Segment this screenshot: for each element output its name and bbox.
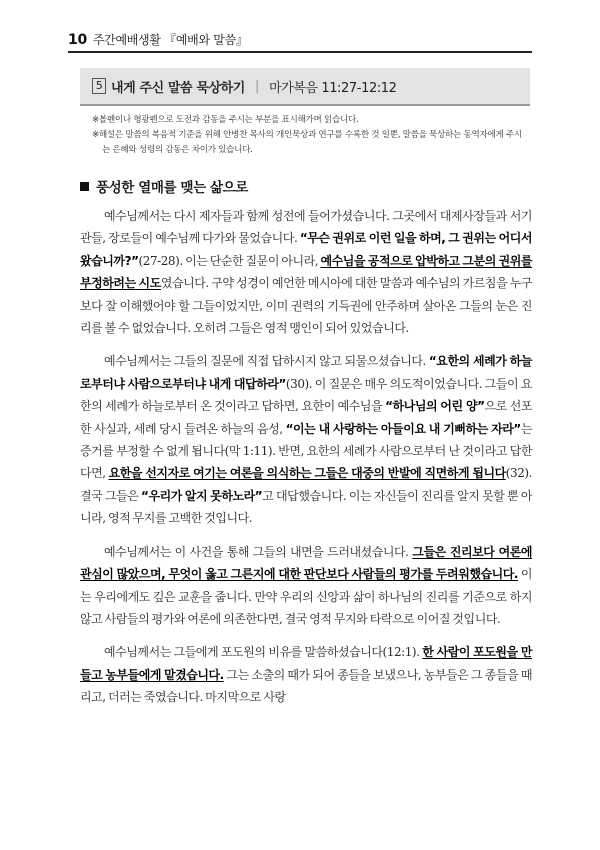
paragraph xyxy=(80,541,532,631)
quote: “이는 내 사랑하는 아들이요 내 기뻐하는 자라” xyxy=(285,421,521,436)
text-run: 그는 소출의 때가 되어 종들을 보냈으나, 농부들은 그 종들을 때리고, 더러는 죽였습니다. 마지막으로 사랑 xyxy=(80,667,532,705)
subheading xyxy=(80,176,248,196)
text-run: 예수님께서는 그들의 질문에 직접 답하시지 않고 되물으셨습니다. xyxy=(104,354,429,369)
text-run: 예수님께서는 이 사건을 통해 그들의 내면을 드러내셨습니다. xyxy=(104,544,413,559)
text-run: 였습니다. 구약 성경이 예언한 메시아에 대한 말씀과 예수님의 가르침을 누구보다 잘 이해했어야 할 그들이었지만, 이미 권력의 기득권에 안주하며 살아온 그들의 눈은 진리를 볼 수 없었습니다. 오히려 그들은 영적 맹인이 되어 있었습니다. xyxy=(80,276,532,336)
text-run: (30). 이 질문은 매우 의도적이었습니다. 그들이 요한의 세례가 하늘로부터 온 것이라고 답하면, 요한이 예수님을 xyxy=(80,376,532,414)
scripture-reference: 마가복음 11:27-12:12 xyxy=(268,80,397,96)
text-run: 예수님께서는 다시 제자들과 함께 성전에 들어가셨습니다. 그곳에서 대제사장들과 서기관들, 장로들이 예수님께 다가와 물었습니다. xyxy=(80,209,532,246)
text-run: 고 대답했습니다. 이는 자신들이 진리를 알지 못할 뿐 아니라, 영적 무지를 고백한 것입니다. xyxy=(80,488,532,526)
running-title: 주간예배생활 『예배와 말씀』 xyxy=(92,33,248,47)
note-item: ※해설은 말씀의 복음적 기준을 위해 안병찬 목사의 개인묵상과 연구를 수록한 것 일뿐, 말씀을 묵상하는 동역자에게 주시는 은혜와 성령의 감동은 차이가 있습니다. xyxy=(92,130,522,155)
subheading-text: 풍성한 열매를 맺는 삶으로 xyxy=(96,180,248,196)
running-header xyxy=(68,31,248,48)
text-run: 예수님께서는 그들에게 포도원의 비유를 말씀하셨습니다(12:1). xyxy=(104,645,423,660)
section-title-box xyxy=(80,68,530,106)
quote: “우리가 알지 못하노라” xyxy=(141,488,263,503)
reading-notes xyxy=(92,113,524,158)
paragraph xyxy=(80,641,532,708)
quote: “하나님의 어린 양” xyxy=(385,399,485,414)
text-run: 는 증거를 부정할 수 없게 됩니다(막 1:11). 반면, 요한의 세례가 사람으로부터 난 것이라고 답한다면, xyxy=(80,421,532,481)
note-item: ※볼펜이나 형광펜으로 도전과 감동을 주시는 부분을 표시해가며 읽습니다. xyxy=(92,115,359,125)
underlined-emphasis: 예수님을 공적으로 압박하고 그분의 권위를 부정하려는 시도 xyxy=(80,253,533,291)
page-number: 10 xyxy=(68,32,87,48)
square-bullet-icon xyxy=(80,182,89,191)
section-separator: | xyxy=(254,78,259,94)
text-run: 으로 선포한 사실과, 세례 당시 들려온 하늘의 음성, xyxy=(80,399,532,436)
quote: “무슨 권위로 이런 일을 하며, 그 권위는 어디서 왔습니까?” xyxy=(80,231,532,268)
text-run: 이는 우리에게도 깊은 교훈을 줍니다. 만약 우리의 신앙과 삶이 하나님의 진리를 기준으로 하지 않고 사람들의 평가와 여론에 의존한다면, 결국 영적 무지와 타락으로 이어질 것입니다. xyxy=(80,567,532,626)
section-title: 내게 주신 말씀 묵상하기 xyxy=(111,80,245,96)
quote: “요한의 세례가 하늘로부터냐 사람으로부터냐 내게 대답하라” xyxy=(80,354,532,391)
paragraph xyxy=(80,350,532,529)
section-number: 5 xyxy=(92,78,106,94)
paragraph xyxy=(80,205,532,339)
text-run: (27-28). 이는 단순한 질문이 아니라, xyxy=(138,253,321,268)
underlined-emphasis: 요한을 선지자로 여기는 여론을 의식하는 그들은 대중의 반발에 직면하게 됩니다 xyxy=(108,466,506,481)
underlined-emphasis: 한 사람이 포도원을 만들고 농부들에게 맡겼습니다. xyxy=(80,645,532,682)
underlined-emphasis: 그들은 진리보다 여론에 관심이 많았으며, 무엇이 옳고 그른지에 대한 판단보다 사람들의 평가를 두려워했습니다. xyxy=(80,544,532,582)
text-run: (32). 결국 그들은 xyxy=(80,466,532,503)
body-text xyxy=(80,205,532,720)
header-rule xyxy=(68,51,532,53)
